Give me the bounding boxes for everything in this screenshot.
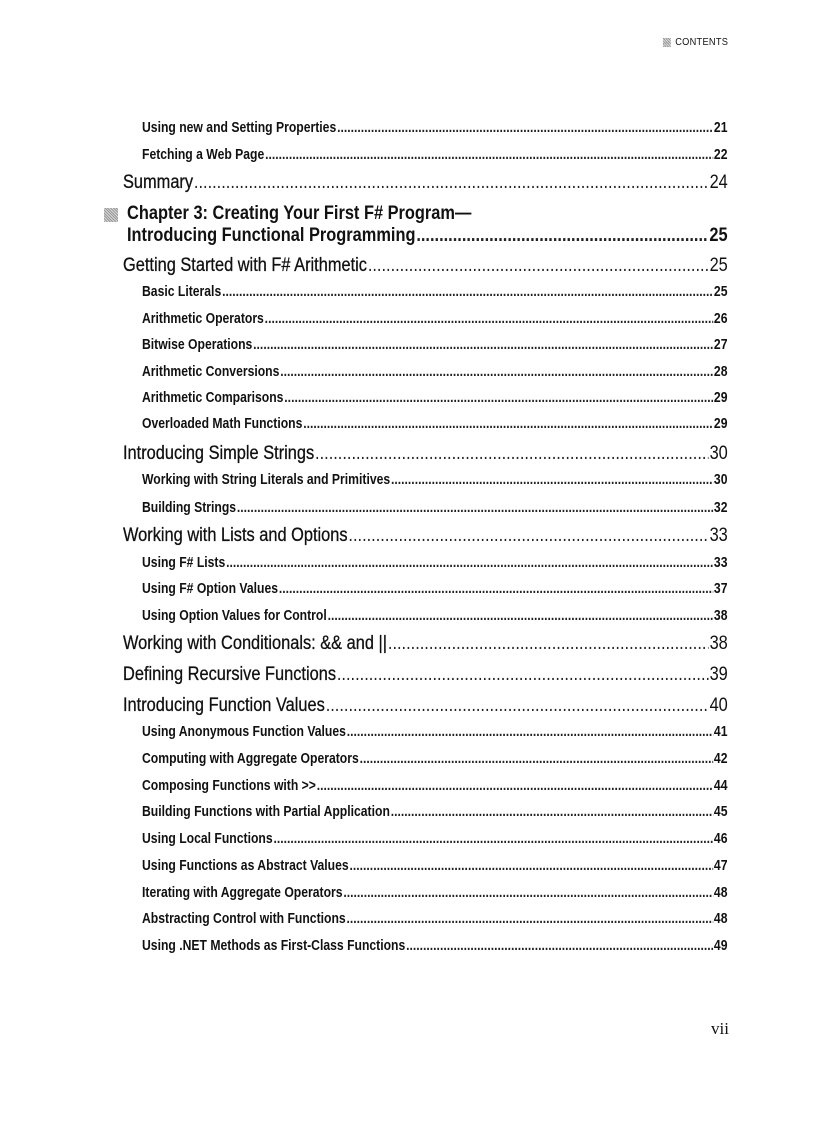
toc-entry[interactable]: Using .NET Methods as First-Class Functions ..... 49 [142,938,727,954]
toc-section-entry[interactable]: Working with Lists and Options ..... 33 [123,524,728,547]
header-square-icon [663,38,671,47]
toc-entry[interactable]: Using F# Lists ..... 33 [142,555,727,571]
toc-entry[interactable]: Iterating with Aggregate Operators ..... 48 [142,885,727,901]
toc-entry[interactable]: Arithmetic Conversions ..... 28 [142,364,727,380]
toc-section-entry[interactable]: Summary ..... 24 [123,171,728,194]
toc-section-entry[interactable]: Defining Recursive Functions ..... 39 [123,663,728,686]
chapter-square-icon [104,208,118,222]
toc-section-entry[interactable]: Introducing Function Values ..... 40 [123,694,728,717]
toc-entry[interactable]: Using Anonymous Function Values ..... 41 [142,724,727,740]
toc-section-entry[interactable]: Introducing Simple Strings ..... 30 [123,442,728,465]
toc-entry[interactable]: Using Option Values for Control ..... 38 [142,608,727,624]
toc-entry[interactable]: Basic Literals ..... 25 [142,284,727,300]
header-label: CONTENTS [675,36,728,48]
toc-entry[interactable]: Fetching a Web Page ..... 22 [142,147,727,163]
toc-entry[interactable]: Composing Functions with >> ..... 44 [142,778,727,794]
chapter-title-entry[interactable]: Introducing Functional Programming ..... 25 [127,224,728,247]
page-number: vii [711,1019,729,1038]
toc-entry[interactable]: Arithmetic Operators ..... 26 [142,311,727,327]
toc-entry[interactable]: Abstracting Control with Functions ..... 48 [142,911,727,927]
toc-entry[interactable]: Bitwise Operations ..... 27 [142,337,727,353]
toc-entry[interactable]: Using Functions as Abstract Values ..... 47 [142,858,727,874]
toc-section-entry[interactable]: Getting Started with F# Arithmetic ..... 25 [123,254,728,277]
toc-entry[interactable]: Using F# Option Values ..... 37 [142,581,727,597]
toc-section-entry[interactable]: Working with Conditionals: && and || ..... 38 [123,632,728,655]
toc-entry[interactable]: Computing with Aggregate Operators ..... 42 [142,751,727,767]
toc-entry[interactable]: Building Functions with Partial Application ..... 45 [142,804,727,820]
toc-entry[interactable]: Using new and Setting Properties ..... 21 [142,120,727,136]
toc-entry[interactable]: Using Local Functions ..... 46 [142,831,727,847]
toc-entry[interactable]: Working with String Literals and Primitives ..... 30 [142,472,727,488]
toc-entry[interactable]: Overloaded Math Functions ..... 29 [142,416,727,432]
chapter-title-line1[interactable]: Chapter 3: Creating Your First F# Program— [127,202,472,224]
toc-entry[interactable]: Arithmetic Comparisons ..... 29 [142,390,727,406]
running-header [663,36,728,48]
toc-entry[interactable]: Building Strings ..... 32 [142,500,727,516]
